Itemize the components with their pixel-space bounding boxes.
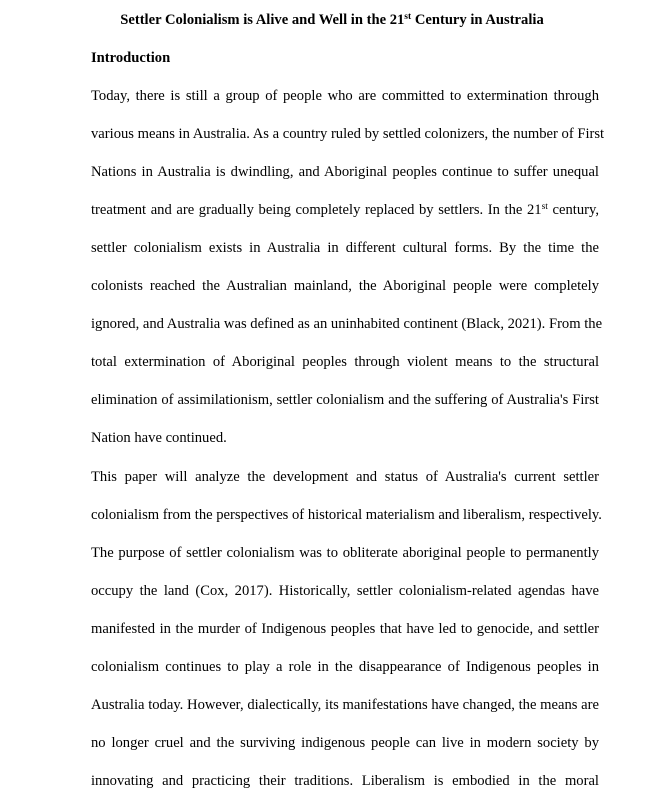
paragraph-2-line-4: occupy the land (Cox, 2017). Historically, settler colonialism-related agendas have xyxy=(91,583,599,599)
paragraph-2-line-3: The purpose of settler colonialism was to obliterate aboriginal people to permanently xyxy=(91,545,599,561)
paragraph-1-line-3: Nations in Australia is dwindling, and Aboriginal peoples continue to suffer unequal xyxy=(91,164,599,180)
paragraph-2-line-6: colonialism continues to play a role in the disappearance of Indigenous peoples in xyxy=(91,659,599,675)
title-text-before: Settler Colonialism is Alive and Well in the 21 xyxy=(120,12,405,28)
paragraph-1-line-6: colonists reached the Australian mainland, the Aboriginal people were completely xyxy=(91,278,599,294)
paragraph-2-line-2: colonialism from the perspectives of historical materialism and liberalism, respectively. xyxy=(91,507,602,523)
paragraph-1-line-2: various means in Australia. As a country ruled by settled colonizers, the number of First xyxy=(91,126,605,142)
line-superscript: st xyxy=(541,202,548,212)
title-text-after: Century in Australia xyxy=(411,12,544,28)
paragraph-2-line-7: Australia today. However, dialectically, its manifestations have changed, the means are xyxy=(91,697,599,713)
paragraph-1-line-5: settler colonialism exists in Australia in different cultural forms. By the time the xyxy=(91,240,599,256)
paragraph-1-line-9: elimination of assimilationism, settler colonialism and the suffering of Australia's First xyxy=(91,392,599,408)
paragraph-1-line-7: ignored, and Australia was defined as an uninhabited continent (Black, 2021). From the xyxy=(91,316,603,332)
title-superscript: st xyxy=(404,12,412,22)
paragraph-2-line-5: manifested in the murder of Indigenous peoples that have led to genocide, and settler xyxy=(91,621,599,637)
paragraph-2-line-1: This paper will analyze the development and status of Australia's current settler xyxy=(91,469,599,485)
paragraph-1-line-8: total extermination of Aboriginal peoples through violent means to the structural xyxy=(91,354,599,370)
paragraph-1-line-1: Today, there is still a group of people who are committed to extermination through xyxy=(91,88,599,104)
paragraph-1-line-4 xyxy=(91,200,599,220)
document-title xyxy=(0,9,664,31)
line-text-after: century, xyxy=(547,202,600,218)
section-heading: Introduction xyxy=(91,50,171,66)
paragraph-1-line-10: Nation have continued. xyxy=(91,430,227,446)
line-text-before: treatment and are gradually being completely replaced by settlers. In the 21 xyxy=(91,202,542,218)
paragraph-2-line-8: no longer cruel and the surviving indigenous people can live in modern society by xyxy=(91,735,599,751)
paragraph-2-line-9: innovating and practicing their traditions. Liberalism is embodied in the moral xyxy=(91,773,599,789)
